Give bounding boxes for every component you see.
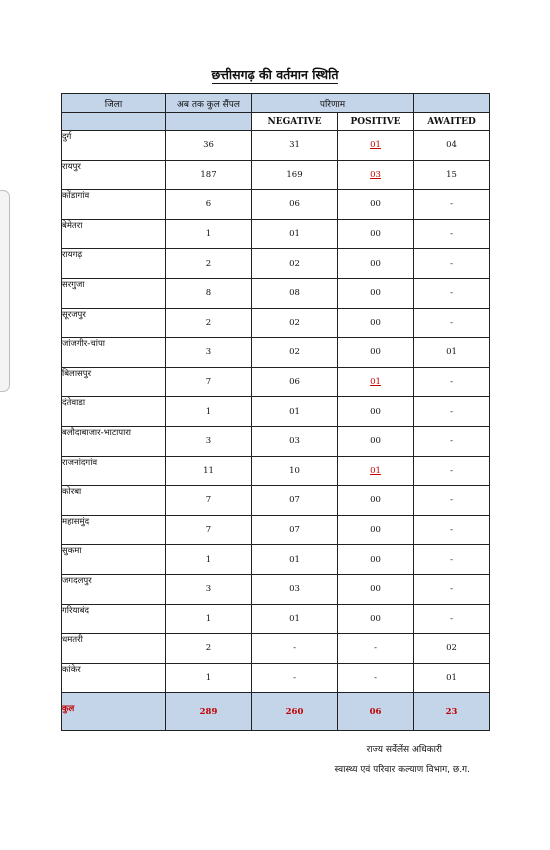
cell-total: 2 xyxy=(166,249,252,279)
cell-district: जांजगीर-चांपा xyxy=(62,338,166,368)
cell-awaited: 01 xyxy=(414,338,490,368)
cell-positive: 00 xyxy=(338,486,414,516)
cell-district: कांकेर xyxy=(62,663,166,693)
cell-awaited: - xyxy=(414,426,490,456)
table-row xyxy=(62,131,490,161)
cell-total: 11 xyxy=(166,456,252,486)
cell-awaited: - xyxy=(414,219,490,249)
cell-total: 1 xyxy=(166,219,252,249)
table-row xyxy=(62,338,490,368)
header-negative: NEGATIVE xyxy=(252,113,338,131)
cell-district: राजनांदगांव xyxy=(62,456,166,486)
cell-total: 3 xyxy=(166,338,252,368)
cell-negative: - xyxy=(252,634,338,664)
cell-negative: 02 xyxy=(252,308,338,338)
cell-negative: 06 xyxy=(252,367,338,397)
status-table xyxy=(61,93,490,731)
table-row xyxy=(62,663,490,693)
total-negative: 260 xyxy=(252,693,338,731)
cell-total: 3 xyxy=(166,574,252,604)
cell-district: बिलासपुर xyxy=(62,367,166,397)
table-row xyxy=(62,190,490,220)
table-row xyxy=(62,249,490,279)
header-row-1 xyxy=(62,94,490,113)
cell-total: 36 xyxy=(166,131,252,161)
cell-total: 8 xyxy=(166,278,252,308)
header-blank xyxy=(414,94,490,113)
cell-total: 1 xyxy=(166,604,252,634)
table-row xyxy=(62,219,490,249)
cell-awaited: - xyxy=(414,278,490,308)
cell-total: 2 xyxy=(166,634,252,664)
cell-awaited: - xyxy=(414,249,490,279)
cell-total: 7 xyxy=(166,367,252,397)
cell-total: 3 xyxy=(166,426,252,456)
table-row xyxy=(62,456,490,486)
header-blank-district xyxy=(62,113,166,131)
cell-awaited: - xyxy=(414,574,490,604)
cell-district: बेमेतरा xyxy=(62,219,166,249)
header-positive: POSITIVE xyxy=(338,113,414,131)
cell-awaited: - xyxy=(414,397,490,427)
cell-positive: 00 xyxy=(338,308,414,338)
page-title: छत्तीसगढ़ की वर्तमान स्थिति xyxy=(211,67,339,82)
cell-total: 6 xyxy=(166,190,252,220)
cell-district: बलौदाबाजार-भाटापारा xyxy=(62,426,166,456)
header-result: परिणाम xyxy=(252,94,414,113)
cell-district: सरगुजा xyxy=(62,278,166,308)
cell-district: जगदलपुर xyxy=(62,574,166,604)
cell-awaited: 04 xyxy=(414,131,490,161)
cell-positive: 01 xyxy=(338,367,414,397)
cell-awaited: 15 xyxy=(414,160,490,190)
cell-district: कोंडागांव xyxy=(62,190,166,220)
cell-total: 2 xyxy=(166,308,252,338)
total-positive: 06 xyxy=(338,693,414,731)
cell-positive: 01 xyxy=(338,131,414,161)
header-awaited: AWAITED xyxy=(414,113,490,131)
cell-positive: 00 xyxy=(338,190,414,220)
cell-negative: 07 xyxy=(252,515,338,545)
cell-negative: 02 xyxy=(252,338,338,368)
header-blank-total xyxy=(166,113,252,131)
cell-district: सुकमा xyxy=(62,545,166,575)
cell-negative: 03 xyxy=(252,574,338,604)
cell-awaited: - xyxy=(414,190,490,220)
cell-total: 7 xyxy=(166,486,252,516)
cell-negative: 10 xyxy=(252,456,338,486)
cell-awaited: - xyxy=(414,367,490,397)
cell-district: रायगढ़ xyxy=(62,249,166,279)
table-row xyxy=(62,486,490,516)
table-row xyxy=(62,278,490,308)
header-row-2 xyxy=(62,113,490,131)
cell-negative: 01 xyxy=(252,604,338,634)
cell-awaited: - xyxy=(414,545,490,575)
signature-block xyxy=(335,740,470,780)
cell-awaited: - xyxy=(414,456,490,486)
cell-positive: 00 xyxy=(338,338,414,368)
cell-positive: 00 xyxy=(338,219,414,249)
cell-awaited: 02 xyxy=(414,634,490,664)
cell-district: धमतरी xyxy=(62,634,166,664)
cell-district: कोरबा xyxy=(62,486,166,516)
cell-negative: 31 xyxy=(252,131,338,161)
cell-negative: 01 xyxy=(252,545,338,575)
table-body xyxy=(62,131,490,731)
cell-positive: 00 xyxy=(338,545,414,575)
header-district: जिला xyxy=(62,94,166,113)
cell-negative: 03 xyxy=(252,426,338,456)
cell-negative: 01 xyxy=(252,219,338,249)
table-row xyxy=(62,160,490,190)
table-row xyxy=(62,574,490,604)
cell-positive: 00 xyxy=(338,426,414,456)
cell-positive: - xyxy=(338,663,414,693)
total-total: 289 xyxy=(166,693,252,731)
officer-title: राज्य सर्वेलेंस अधिकारी xyxy=(366,745,442,755)
table-row xyxy=(62,426,490,456)
cell-negative: - xyxy=(252,663,338,693)
page-title-wrap xyxy=(0,64,550,83)
cell-positive: 00 xyxy=(338,604,414,634)
cell-total: 1 xyxy=(166,397,252,427)
cell-awaited: - xyxy=(414,604,490,634)
cell-district: सूरजपुर xyxy=(62,308,166,338)
table-row xyxy=(62,367,490,397)
cell-total: 1 xyxy=(166,663,252,693)
cell-positive: 03 xyxy=(338,160,414,190)
cell-negative: 169 xyxy=(252,160,338,190)
cell-positive: 01 xyxy=(338,456,414,486)
cell-negative: 07 xyxy=(252,486,338,516)
table-row xyxy=(62,545,490,575)
cell-district: दंतेवाडा xyxy=(62,397,166,427)
cell-awaited: - xyxy=(414,515,490,545)
cell-negative: 01 xyxy=(252,397,338,427)
cell-awaited: - xyxy=(414,486,490,516)
scroll-handle[interactable] xyxy=(0,190,10,392)
header-total-samples: अब तक कुल सैंपल xyxy=(166,94,252,113)
table-row xyxy=(62,634,490,664)
cell-positive: 00 xyxy=(338,278,414,308)
cell-total: 1 xyxy=(166,545,252,575)
cell-district: गरियाबंद xyxy=(62,604,166,634)
cell-district: महासमुंद xyxy=(62,515,166,545)
total-row xyxy=(62,693,490,731)
cell-positive: 00 xyxy=(338,397,414,427)
cell-total: 7 xyxy=(166,515,252,545)
table-row xyxy=(62,308,490,338)
cell-awaited: 01 xyxy=(414,663,490,693)
cell-positive: 00 xyxy=(338,515,414,545)
total-district: कुल xyxy=(62,693,166,731)
cell-negative: 06 xyxy=(252,190,338,220)
cell-positive: 00 xyxy=(338,249,414,279)
cell-total: 187 xyxy=(166,160,252,190)
cell-positive: - xyxy=(338,634,414,664)
table-row xyxy=(62,604,490,634)
cell-district: रायपुर xyxy=(62,160,166,190)
cell-district: दुर्ग xyxy=(62,131,166,161)
cell-negative: 08 xyxy=(252,278,338,308)
table-row xyxy=(62,397,490,427)
cell-negative: 02 xyxy=(252,249,338,279)
department-name: स्वास्थ्य एवं परिवार कल्याण विभाग, छ.ग. xyxy=(334,765,470,775)
total-awaited: 23 xyxy=(414,693,490,731)
table-row xyxy=(62,515,490,545)
cell-positive: 00 xyxy=(338,574,414,604)
cell-awaited: - xyxy=(414,308,490,338)
